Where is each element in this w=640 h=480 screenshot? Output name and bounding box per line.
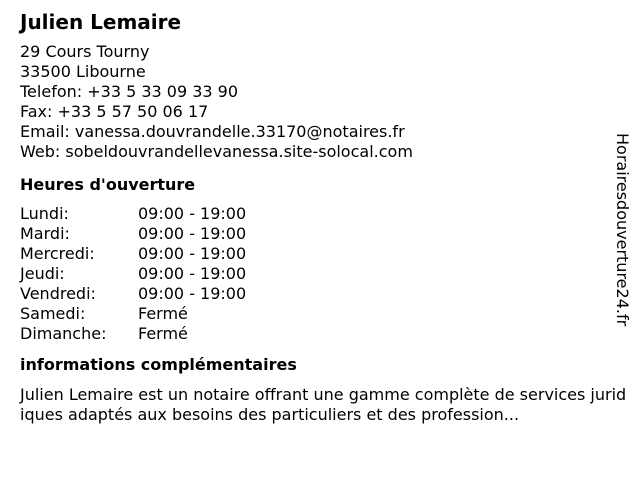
day-label: Mardi: xyxy=(20,224,70,243)
hours-row-saturday xyxy=(20,304,620,324)
day-label: Dimanche: xyxy=(20,324,107,343)
description-text: Julien Lemaire est un notaire offrant une gamme complète de services juridiques adaptés aux besoins des particuliers et des profession... xyxy=(20,385,627,424)
hours-value: 09:00 - 19:00 xyxy=(138,264,247,283)
hours-row-wednesday xyxy=(20,244,620,264)
hours-value: 09:00 - 19:00 xyxy=(138,224,247,243)
day-label: Mercredi: xyxy=(20,244,95,263)
hours-value: 09:00 - 19:00 xyxy=(138,204,247,223)
business-name: Julien Lemaire xyxy=(20,10,182,34)
hours-value: Fermé xyxy=(138,324,188,343)
hours-list xyxy=(20,204,620,344)
hours-heading: Heures d'ouverture xyxy=(20,175,196,194)
day-label: Samedi: xyxy=(20,304,86,323)
hours-row-monday xyxy=(20,204,620,224)
site-watermark: Horairesdouverture24.fr xyxy=(613,133,632,327)
hours-value: Fermé xyxy=(138,304,188,323)
hours-row-sunday xyxy=(20,324,620,344)
hours-row-tuesday xyxy=(20,224,620,244)
hours-value: 09:00 - 19:00 xyxy=(138,244,247,263)
hours-value: 09:00 - 19:00 xyxy=(138,284,247,303)
hours-row-friday xyxy=(20,284,620,304)
email-line: Email: vanessa.douvrandelle.33170@notaires.fr xyxy=(20,122,405,141)
phone-line: Telefon: +33 5 33 09 33 90 xyxy=(20,82,239,101)
address-street: 29 Cours Tourny xyxy=(20,42,150,61)
fax-line: Fax: +33 5 57 50 06 17 xyxy=(20,102,209,121)
day-label: Jeudi: xyxy=(20,264,65,283)
day-label: Vendredi: xyxy=(20,284,96,303)
day-label: Lundi: xyxy=(20,204,69,223)
web-line: Web: sobeldouvrandellevanessa.site-solocal.com xyxy=(20,142,413,161)
hours-row-thursday xyxy=(20,264,620,284)
info-heading: informations complémentaires xyxy=(20,355,297,374)
address-city: 33500 Libourne xyxy=(20,62,146,81)
